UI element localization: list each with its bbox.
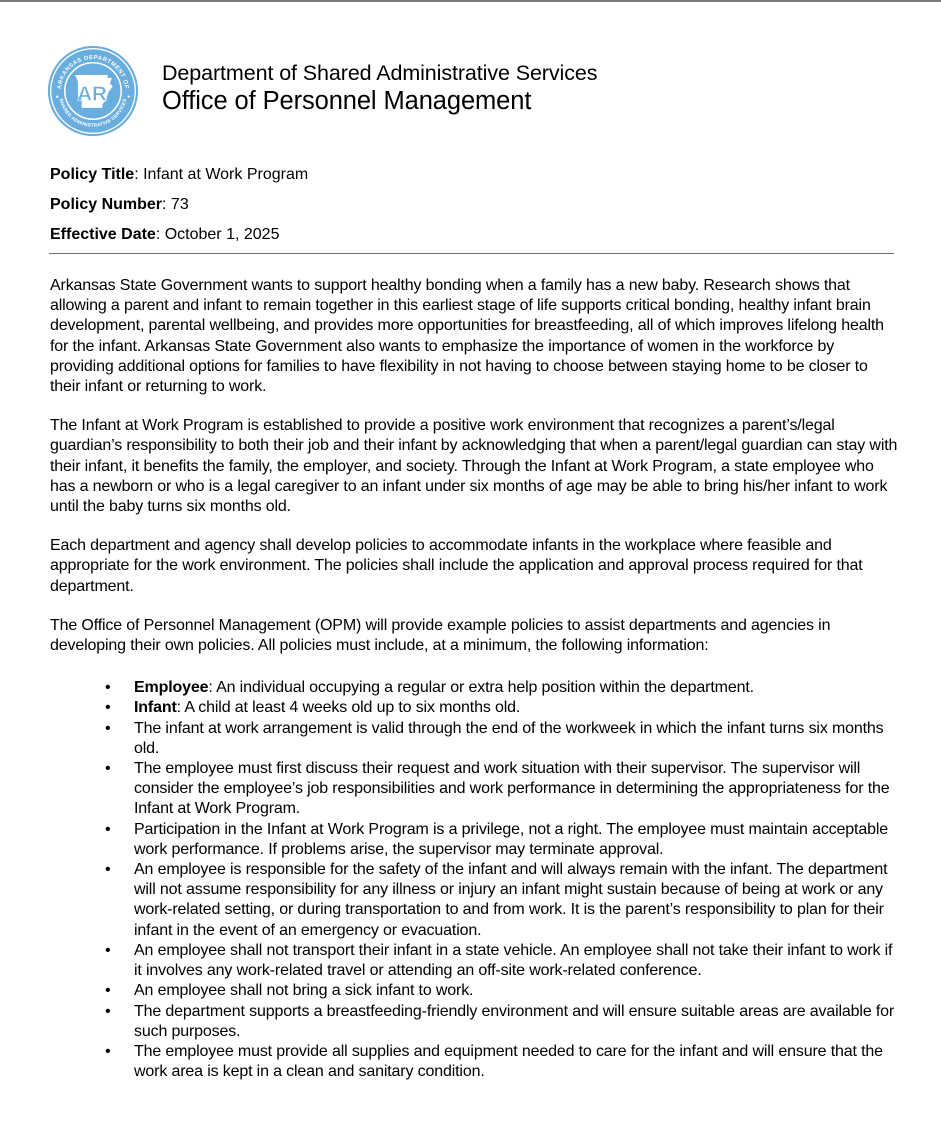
policy-title-row <box>50 163 308 193</box>
bullet-icon: • <box>105 1042 111 1060</box>
policy-title-value: : Infant at Work Program <box>134 166 309 183</box>
paragraph-opm-requirements: The Office of Personnel Management (OPM) will provide example policies to assist departments and agencies in developing their own policies. All policies must include, at a minimum, the following information: <box>50 616 831 655</box>
policy-title-label: Policy Title <box>50 166 135 183</box>
list-item: • An employee is responsible for the safety of the infant and will always remain with the infant. The department will not assume responsibility for any illness or injury an infant might sustain because of being at work or any work-related setting, or during transportation to and from work. It is the parent’s responsibility to plan for their infant in the event of an emergency or evacuation. <box>105 861 888 939</box>
list-item: • Infant: A child at least 4 weeks old up to six months old. <box>134 698 900 718</box>
bullet-icon: • <box>105 719 111 737</box>
list-item: • An employee shall not transport their infant in a state vehicle. An employee shall not take their infant to work if it involves any work-related travel or attending an off-site work-related conference. <box>105 941 893 980</box>
policy-number-label: Policy Number <box>50 196 163 213</box>
list-item: • Employee: An individual occupying a regular or extra help position within the department. <box>134 678 900 698</box>
organization-names <box>162 60 597 116</box>
list-item: • The employee must provide all supplies and equipment needed to care for the infant and will ensure that the work area is kept in a clean and sanitary condition. <box>105 1042 883 1081</box>
paragraph-department-policies: Each department and agency shall develop policies to accommodate infants in the workplace where feasible and appropriate for the work environment. The policies shall include the application and approval process required for that department. <box>50 537 863 595</box>
svg-text:SHARED ADMINISTRATIVE SERVICES: SHARED ADMINISTRATIVE SERVICES <box>58 97 128 128</box>
policy-number-value: : 73 <box>162 196 189 213</box>
letterhead <box>46 44 598 138</box>
bullet-icon: • <box>105 820 111 838</box>
policy-metadata <box>50 163 308 253</box>
paragraph-purpose: Arkansas State Government wants to support healthy bonding when a family has a new baby. Research shows that allowing a parent and infant to remain together in this earliest stage of life supports critical bonding, healthy infant brain development, parental wellbeing, and provides more opportunities for breastfeeding, all of which improves lifelong health for the infant. Arkansas State Government also wants to emphasize the importance of women in the workforce by providing additional options for families to have flexibility in not having to choose between staying home to be closer to their infant or returning to work. <box>50 277 884 396</box>
office-name: Office of Personnel Management <box>162 87 532 115</box>
arkansas-dept-shared-admin-seal-icon <box>46 44 140 138</box>
bullet-icon: • <box>105 861 111 879</box>
bullet-icon: • <box>105 941 111 959</box>
list-item: • An employee shall not bring a sick infant to work. <box>134 981 900 1001</box>
svg-text:ARKANSAS DEPARTMENT OF: ARKANSAS DEPARTMENT OF <box>57 54 129 90</box>
requirements-list <box>50 678 900 1082</box>
policy-body <box>50 276 900 1082</box>
effective-date-label: Effective Date <box>50 226 156 243</box>
list-item: • The employee must first discuss their request and work situation with their supervisor. The supervisor will consider the employee’s job responsibilities and work performance in determining the appropriateness for the Infant at Work Program. <box>105 760 890 818</box>
bullet-icon: • <box>105 982 111 1000</box>
list-item: • Participation in the Infant at Work Program is a privilege, not a right. The employee must maintain acceptable work performance. If problems arise, the supervisor may terminate approval. <box>105 820 888 858</box>
list-item: • The department supports a breastfeeding-friendly environment and will ensure suitable areas are available for such purposes. <box>105 1002 895 1040</box>
header-divider <box>49 253 894 254</box>
list-item: • The infant at work arrangement is valid through the end of the workweek in which the infant turns six months old. <box>105 719 884 757</box>
bullet-icon: • <box>105 760 111 778</box>
department-name: Department of Shared Administrative Services <box>162 61 598 85</box>
effective-date-row <box>50 223 308 253</box>
paragraph-program: The Infant at Work Program is established to provide a positive work environment that recognizes a parent’s/legal guardian’s responsibility to both their job and their infant by acknowledging that when a parent/legal guardian can stay with their infant, it benefits the family, the employer, and society. Through the Infant at Work Program, a state employee who has a newborn or who is a legal caregiver to an infant under six months of age may be able to bring his/her infant to work until the baby turns six months old. <box>50 417 898 516</box>
policy-number-row <box>50 193 308 223</box>
bullet-icon: • <box>105 699 111 717</box>
effective-date-value: : October 1, 2025 <box>155 226 280 243</box>
svg-text:AR: AR <box>77 82 107 106</box>
bullet-icon: • <box>105 1002 111 1020</box>
bullet-icon: • <box>105 679 111 697</box>
